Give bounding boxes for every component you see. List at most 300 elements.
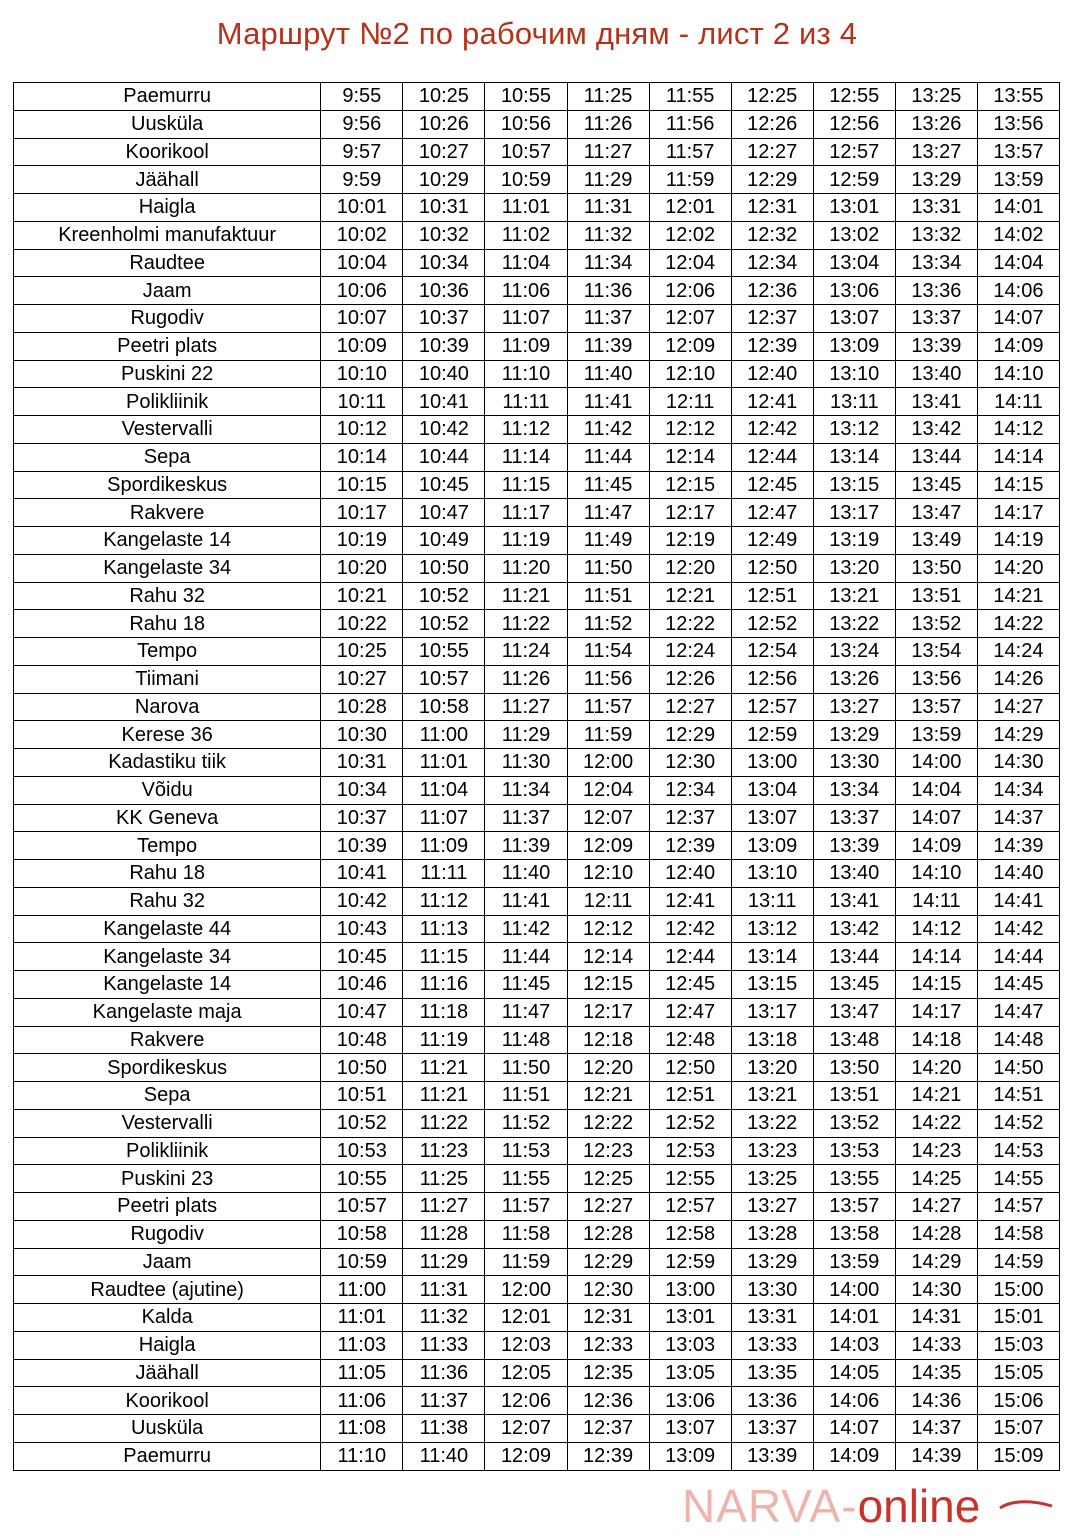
departure-time: 10:45 <box>321 943 403 971</box>
stop-name: Rahu 18 <box>14 610 321 638</box>
departure-time: 10:58 <box>403 693 485 721</box>
departure-time: 11:34 <box>485 776 567 804</box>
table-row <box>14 693 1060 721</box>
departure-time: 12:20 <box>649 554 731 582</box>
departure-time: 13:22 <box>813 610 895 638</box>
departure-time: 14:22 <box>977 610 1059 638</box>
departure-time: 10:58 <box>321 1220 403 1248</box>
departure-time: 12:12 <box>649 416 731 444</box>
table-row <box>14 1276 1060 1304</box>
departure-time: 11:04 <box>485 249 567 277</box>
stop-name: Kangelaste 14 <box>14 971 321 999</box>
departure-time: 12:31 <box>567 1304 649 1332</box>
table-row <box>14 943 1060 971</box>
departure-time: 14:36 <box>895 1387 977 1415</box>
departure-time: 12:18 <box>567 1026 649 1054</box>
departure-time: 14:30 <box>895 1276 977 1304</box>
departure-time: 11:34 <box>567 249 649 277</box>
departure-time: 14:26 <box>977 665 1059 693</box>
departure-time: 14:23 <box>895 1137 977 1165</box>
departure-time: 12:32 <box>731 221 813 249</box>
departure-time: 12:14 <box>567 943 649 971</box>
table-row <box>14 554 1060 582</box>
departure-time: 11:22 <box>485 610 567 638</box>
departure-time: 11:39 <box>485 832 567 860</box>
departure-time: 14:24 <box>977 638 1059 666</box>
departure-time: 11:15 <box>403 943 485 971</box>
departure-time: 14:39 <box>977 832 1059 860</box>
departure-time: 11:12 <box>403 887 485 915</box>
departure-time: 11:57 <box>567 693 649 721</box>
departure-time: 11:31 <box>403 1276 485 1304</box>
departure-time: 12:52 <box>731 610 813 638</box>
departure-time: 11:57 <box>649 138 731 166</box>
table-row <box>14 776 1060 804</box>
departure-time: 14:53 <box>977 1137 1059 1165</box>
departure-time: 12:22 <box>567 1109 649 1137</box>
stop-name: Sepa <box>14 443 321 471</box>
stop-name: KK Geneva <box>14 804 321 832</box>
departure-time: 13:53 <box>813 1137 895 1165</box>
departure-time: 12:50 <box>731 554 813 582</box>
departure-time: 11:26 <box>485 665 567 693</box>
departure-time: 12:20 <box>567 1054 649 1082</box>
departure-time: 14:40 <box>977 860 1059 888</box>
departure-time: 11:12 <box>485 416 567 444</box>
departure-time: 10:39 <box>403 332 485 360</box>
departure-time: 13:42 <box>895 416 977 444</box>
departure-time: 10:27 <box>321 665 403 693</box>
departure-time: 11:23 <box>403 1137 485 1165</box>
departure-time: 13:01 <box>649 1304 731 1332</box>
departure-time: 14:20 <box>895 1054 977 1082</box>
table-row <box>14 665 1060 693</box>
departure-time: 13:11 <box>731 887 813 915</box>
departure-time: 10:50 <box>321 1054 403 1082</box>
departure-time: 14:29 <box>977 721 1059 749</box>
departure-time: 13:01 <box>813 194 895 222</box>
departure-time: 14:33 <box>895 1331 977 1359</box>
stop-name: Tempo <box>14 832 321 860</box>
departure-time: 13:37 <box>813 804 895 832</box>
departure-time: 12:56 <box>813 110 895 138</box>
table-row <box>14 1220 1060 1248</box>
departure-time: 11:54 <box>567 638 649 666</box>
departure-time: 14:47 <box>977 998 1059 1026</box>
departure-time: 13:39 <box>895 332 977 360</box>
departure-time: 11:22 <box>403 1109 485 1137</box>
stop-name: Puskini 23 <box>14 1165 321 1193</box>
departure-time: 14:04 <box>977 249 1059 277</box>
table-row <box>14 998 1060 1026</box>
departure-time: 11:47 <box>567 499 649 527</box>
departure-time: 12:21 <box>649 582 731 610</box>
departure-time: 13:26 <box>895 110 977 138</box>
departure-time: 15:09 <box>977 1442 1059 1470</box>
departure-time: 12:56 <box>731 665 813 693</box>
departure-time: 12:37 <box>649 804 731 832</box>
departure-time: 13:31 <box>895 194 977 222</box>
departure-time: 12:39 <box>731 332 813 360</box>
departure-time: 9:56 <box>321 110 403 138</box>
departure-time: 13:09 <box>813 332 895 360</box>
departure-time: 14:55 <box>977 1165 1059 1193</box>
departure-time: 13:22 <box>731 1109 813 1137</box>
departure-time: 15:03 <box>977 1331 1059 1359</box>
departure-time: 13:37 <box>731 1415 813 1443</box>
stop-name: Rugodiv <box>14 1220 321 1248</box>
departure-time: 10:12 <box>321 416 403 444</box>
departure-time: 14:52 <box>977 1109 1059 1137</box>
departure-time: 12:14 <box>649 443 731 471</box>
stop-name: Kangelaste 14 <box>14 527 321 555</box>
departure-time: 13:44 <box>813 943 895 971</box>
departure-time: 11:31 <box>567 194 649 222</box>
departure-time: 14:10 <box>977 360 1059 388</box>
departure-time: 14:02 <box>977 221 1059 249</box>
departure-time: 13:15 <box>731 971 813 999</box>
timetable-body <box>14 83 1060 1471</box>
table-row <box>14 832 1060 860</box>
departure-time: 13:04 <box>813 249 895 277</box>
departure-time: 12:57 <box>649 1193 731 1221</box>
departure-time: 9:55 <box>321 83 403 111</box>
stop-name: Spordikeskus <box>14 1054 321 1082</box>
logo-swoosh-icon <box>682 1478 1074 1534</box>
table-row <box>14 360 1060 388</box>
stop-name: Rahu 32 <box>14 887 321 915</box>
departure-time: 11:03 <box>321 1331 403 1359</box>
departure-time: 12:29 <box>649 721 731 749</box>
departure-time: 10:26 <box>403 110 485 138</box>
departure-time: 12:33 <box>567 1331 649 1359</box>
departure-time: 13:21 <box>731 1082 813 1110</box>
departure-time: 12:21 <box>567 1082 649 1110</box>
departure-time: 11:01 <box>485 194 567 222</box>
departure-time: 11:10 <box>485 360 567 388</box>
departure-time: 14:28 <box>895 1220 977 1248</box>
departure-time: 14:37 <box>895 1415 977 1443</box>
stop-name: Paemurru <box>14 1442 321 1470</box>
departure-time: 13:27 <box>895 138 977 166</box>
departure-time: 11:07 <box>485 305 567 333</box>
departure-time: 11:21 <box>403 1082 485 1110</box>
departure-time: 12:30 <box>567 1276 649 1304</box>
table-row <box>14 110 1060 138</box>
departure-time: 11:39 <box>567 332 649 360</box>
departure-time: 11:38 <box>403 1415 485 1443</box>
stop-name: Jaam <box>14 277 321 305</box>
departure-time: 11:37 <box>403 1387 485 1415</box>
departure-time: 11:18 <box>403 998 485 1026</box>
departure-time: 12:59 <box>649 1248 731 1276</box>
departure-time: 11:33 <box>403 1331 485 1359</box>
departure-time: 13:48 <box>813 1026 895 1054</box>
departure-time: 10:11 <box>321 388 403 416</box>
departure-time: 13:30 <box>813 749 895 777</box>
departure-time: 10:52 <box>403 582 485 610</box>
departure-time: 14:22 <box>895 1109 977 1137</box>
departure-time: 10:59 <box>321 1248 403 1276</box>
stop-name: Koorikool <box>14 1387 321 1415</box>
departure-time: 13:09 <box>731 832 813 860</box>
stop-name: Kangelaste 44 <box>14 915 321 943</box>
departure-time: 13:59 <box>977 166 1059 194</box>
departure-time: 14:45 <box>977 971 1059 999</box>
departure-time: 12:58 <box>649 1220 731 1248</box>
departure-time: 11:06 <box>321 1387 403 1415</box>
departure-time: 13:25 <box>731 1165 813 1193</box>
departure-time: 11:56 <box>649 110 731 138</box>
departure-time: 12:31 <box>731 194 813 222</box>
departure-time: 13:55 <box>977 83 1059 111</box>
departure-time: 13:45 <box>813 971 895 999</box>
departure-time: 12:29 <box>567 1248 649 1276</box>
departure-time: 13:57 <box>895 693 977 721</box>
departure-time: 13:39 <box>731 1442 813 1470</box>
departure-time: 12:51 <box>649 1082 731 1110</box>
departure-time: 10:48 <box>321 1026 403 1054</box>
departure-time: 11:51 <box>485 1082 567 1110</box>
departure-time: 10:43 <box>321 915 403 943</box>
departure-time: 10:37 <box>403 305 485 333</box>
departure-time: 11:13 <box>403 915 485 943</box>
departure-time: 12:12 <box>567 915 649 943</box>
table-row <box>14 804 1060 832</box>
departure-time: 10:55 <box>321 1165 403 1193</box>
departure-time: 12:05 <box>485 1359 567 1387</box>
departure-time: 10:10 <box>321 360 403 388</box>
departure-time: 10:56 <box>485 110 567 138</box>
page-title: Маршрут №2 по рабочим дням - лист 2 из 4 <box>216 16 858 51</box>
departure-time: 12:27 <box>731 138 813 166</box>
departure-time: 12:28 <box>567 1220 649 1248</box>
departure-time: 14:15 <box>977 471 1059 499</box>
departure-time: 12:45 <box>731 471 813 499</box>
departure-time: 13:44 <box>895 443 977 471</box>
departure-time: 11:29 <box>403 1248 485 1276</box>
departure-time: 14:31 <box>895 1304 977 1332</box>
departure-time: 14:48 <box>977 1026 1059 1054</box>
table-row <box>14 332 1060 360</box>
departure-time: 13:34 <box>895 249 977 277</box>
departure-time: 12:02 <box>649 221 731 249</box>
departure-time: 11:08 <box>321 1415 403 1443</box>
logo-part-online: online <box>857 1480 981 1532</box>
departure-time: 13:20 <box>813 554 895 582</box>
departure-time: 10:27 <box>403 138 485 166</box>
departure-time: 13:14 <box>813 443 895 471</box>
departure-time: 10:25 <box>321 638 403 666</box>
stop-name: Rahu 32 <box>14 582 321 610</box>
departure-time: 14:57 <box>977 1193 1059 1221</box>
table-row <box>14 166 1060 194</box>
departure-time: 10:57 <box>321 1193 403 1221</box>
stop-name: Kangelaste 34 <box>14 554 321 582</box>
departure-time: 11:50 <box>567 554 649 582</box>
departure-time: 11:48 <box>485 1026 567 1054</box>
departure-time: 11:15 <box>485 471 567 499</box>
departure-time: 10:34 <box>403 249 485 277</box>
departure-time: 11:56 <box>567 665 649 693</box>
table-row <box>14 1359 1060 1387</box>
departure-time: 12:55 <box>813 83 895 111</box>
departure-time: 13:15 <box>813 471 895 499</box>
departure-time: 14:09 <box>977 332 1059 360</box>
departure-time: 10:46 <box>321 971 403 999</box>
departure-time: 13:57 <box>813 1193 895 1221</box>
departure-time: 13:59 <box>895 721 977 749</box>
departure-time: 11:32 <box>403 1304 485 1332</box>
table-row <box>14 388 1060 416</box>
table-row <box>14 194 1060 222</box>
stop-name: Peetri plats <box>14 332 321 360</box>
departure-time: 13:12 <box>813 416 895 444</box>
departure-time: 12:27 <box>649 693 731 721</box>
departure-time: 10:07 <box>321 305 403 333</box>
departure-time: 13:42 <box>813 915 895 943</box>
departure-time: 14:07 <box>977 305 1059 333</box>
departure-time: 12:17 <box>567 998 649 1026</box>
departure-time: 12:35 <box>567 1359 649 1387</box>
departure-time: 14:59 <box>977 1248 1059 1276</box>
departure-time: 14:34 <box>977 776 1059 804</box>
departure-time: 11:52 <box>567 610 649 638</box>
departure-time: 15:06 <box>977 1387 1059 1415</box>
table-row <box>14 249 1060 277</box>
departure-time: 14:14 <box>977 443 1059 471</box>
departure-time: 10:09 <box>321 332 403 360</box>
departure-time: 12:10 <box>649 360 731 388</box>
departure-time: 11:42 <box>485 915 567 943</box>
departure-time: 10:44 <box>403 443 485 471</box>
departure-time: 13:33 <box>731 1331 813 1359</box>
departure-time: 11:01 <box>321 1304 403 1332</box>
table-row <box>14 860 1060 888</box>
departure-time: 12:24 <box>649 638 731 666</box>
departure-time: 12:01 <box>485 1304 567 1332</box>
departure-time: 11:06 <box>485 277 567 305</box>
departure-time: 13:29 <box>731 1248 813 1276</box>
table-row <box>14 638 1060 666</box>
departure-time: 12:57 <box>813 138 895 166</box>
table-row <box>14 1054 1060 1082</box>
departure-time: 13:36 <box>731 1387 813 1415</box>
departure-time: 12:53 <box>649 1137 731 1165</box>
stop-name: Kangelaste 34 <box>14 943 321 971</box>
departure-time: 13:12 <box>731 915 813 943</box>
departure-time: 12:07 <box>649 305 731 333</box>
departure-time: 13:06 <box>813 277 895 305</box>
table-row <box>14 582 1060 610</box>
departure-time: 12:34 <box>649 776 731 804</box>
departure-time: 11:20 <box>485 554 567 582</box>
departure-time: 10:31 <box>403 194 485 222</box>
departure-time: 13:03 <box>649 1331 731 1359</box>
departure-time: 11:14 <box>485 443 567 471</box>
departure-time: 10:01 <box>321 194 403 222</box>
stop-name: Uusküla <box>14 1415 321 1443</box>
departure-time: 13:26 <box>813 665 895 693</box>
departure-time: 12:15 <box>567 971 649 999</box>
table-row <box>14 1442 1060 1470</box>
departure-time: 14:12 <box>977 416 1059 444</box>
departure-time: 13:10 <box>731 860 813 888</box>
departure-time: 11:00 <box>321 1276 403 1304</box>
departure-time: 11:11 <box>485 388 567 416</box>
departure-time: 13:45 <box>895 471 977 499</box>
table-row <box>14 1415 1060 1443</box>
departure-time: 14:51 <box>977 1082 1059 1110</box>
table-row <box>14 1137 1060 1165</box>
departure-time: 11:49 <box>567 527 649 555</box>
departure-time: 13:19 <box>813 527 895 555</box>
departure-time: 12:00 <box>485 1276 567 1304</box>
table-row <box>14 527 1060 555</box>
table-row <box>14 443 1060 471</box>
table-row <box>14 610 1060 638</box>
departure-time: 13:52 <box>813 1109 895 1137</box>
departure-time: 12:26 <box>649 665 731 693</box>
logo-part-narva: NARVA- <box>682 1480 858 1532</box>
departure-time: 11:53 <box>485 1137 567 1165</box>
departure-time: 11:42 <box>567 416 649 444</box>
departure-time: 13:27 <box>813 693 895 721</box>
departure-time: 13:59 <box>813 1248 895 1276</box>
departure-time: 12:03 <box>485 1331 567 1359</box>
departure-time: 14:07 <box>813 1415 895 1443</box>
departure-time: 10:47 <box>321 998 403 1026</box>
departure-time: 10:49 <box>403 527 485 555</box>
departure-time: 12:41 <box>649 887 731 915</box>
departure-time: 14:42 <box>977 915 1059 943</box>
departure-time: 11:29 <box>567 166 649 194</box>
departure-time: 11:19 <box>403 1026 485 1054</box>
departure-time: 10:06 <box>321 277 403 305</box>
departure-time: 12:04 <box>649 249 731 277</box>
departure-time: 13:29 <box>895 166 977 194</box>
departure-time: 13:07 <box>731 804 813 832</box>
departure-time: 10:25 <box>403 83 485 111</box>
departure-time: 12:44 <box>649 943 731 971</box>
departure-time: 13:55 <box>813 1165 895 1193</box>
departure-time: 14:11 <box>977 388 1059 416</box>
departure-time: 14:41 <box>977 887 1059 915</box>
departure-time: 12:37 <box>567 1415 649 1443</box>
departure-time: 14:01 <box>813 1304 895 1332</box>
departure-time: 12:40 <box>731 360 813 388</box>
departure-time: 10:47 <box>403 499 485 527</box>
departure-time: 13:17 <box>813 499 895 527</box>
timetable <box>13 82 1060 1471</box>
departure-time: 11:47 <box>485 998 567 1026</box>
departure-time: 14:01 <box>977 194 1059 222</box>
departure-time: 12:34 <box>731 249 813 277</box>
departure-time: 11:28 <box>403 1220 485 1248</box>
departure-time: 14:21 <box>977 582 1059 610</box>
departure-time: 12:40 <box>649 860 731 888</box>
departure-time: 12:57 <box>731 693 813 721</box>
departure-time: 12:39 <box>649 832 731 860</box>
departure-time: 13:21 <box>813 582 895 610</box>
departure-time: 13:17 <box>731 998 813 1026</box>
departure-time: 14:35 <box>895 1359 977 1387</box>
departure-time: 13:51 <box>895 582 977 610</box>
stop-name: Jaam <box>14 1248 321 1276</box>
stop-name: Kalda <box>14 1304 321 1332</box>
departure-time: 10:41 <box>321 860 403 888</box>
departure-time: 11:09 <box>485 332 567 360</box>
